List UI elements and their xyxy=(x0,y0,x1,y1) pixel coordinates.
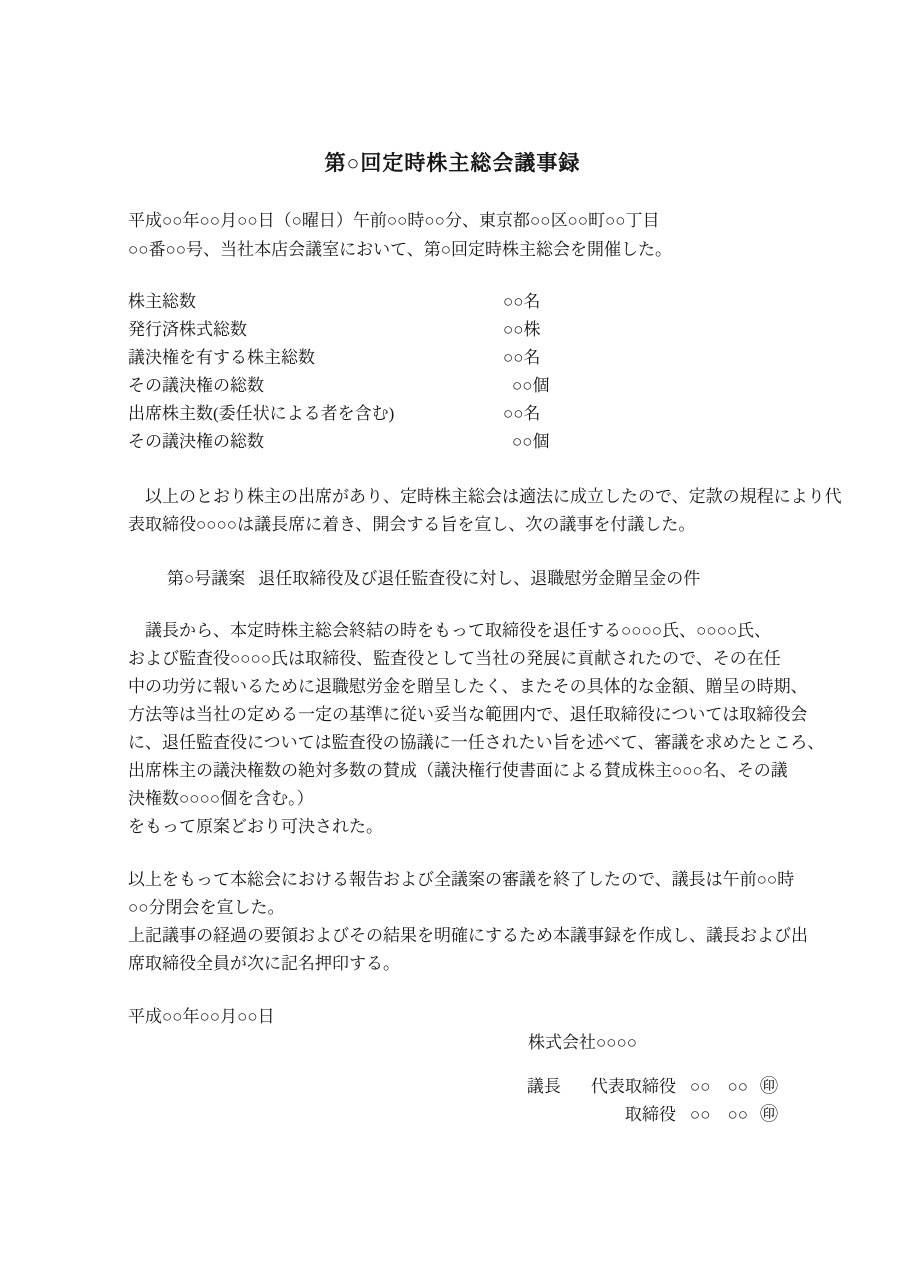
resolution-line: 決権数○○○○個を含む。） xyxy=(128,789,314,808)
company-name: 株式会社○○○○ xyxy=(528,1033,638,1052)
opening-line: 表取締役○○○○は議長席に着き、開会する旨を宣し、次の議事を付議した。 xyxy=(128,515,696,534)
signature-title: 代表取締役 xyxy=(590,1077,676,1096)
closing-line: 席取締役全員が次に記名押印する。 xyxy=(128,954,400,973)
attendance-row xyxy=(128,288,778,316)
attendance-value: ○○個 xyxy=(512,376,550,395)
attendance-value: ○○株 xyxy=(503,320,541,339)
attendance-row xyxy=(128,316,778,344)
attendance-value: ○○名 xyxy=(503,404,541,423)
signature-row-director xyxy=(625,1100,778,1129)
closing-section xyxy=(128,866,828,978)
resolution-paragraph xyxy=(128,617,828,841)
resolution-line: 中の功労に報いるために退職慰労金を贈呈したく、またその具体的な金額、贈呈の時期、 xyxy=(128,677,808,696)
closing-paragraph xyxy=(128,866,828,922)
signature-title: 取締役 xyxy=(624,1105,676,1124)
attendance-label: その議決権の総数 xyxy=(128,432,264,451)
attendance-value: ○○名 xyxy=(503,292,541,311)
agenda-title: 退任取締役及び退任監査役に対し、退職慰労金贈呈金の件 xyxy=(258,569,701,588)
attendance-label: 出席株主数(委任状による者を含む) xyxy=(128,404,395,423)
resolution-line: 出席株主の議決権数の絶対多数の賛成（議決権行使書面による賛成株主○○○名、その議 xyxy=(128,761,788,780)
resolution-line: 方法等は当社の定める一定の基準に従い妥当な範囲内で、退任取締役については取締役会 xyxy=(128,705,808,724)
signature-role: 議長 xyxy=(526,1077,561,1096)
intro-paragraph xyxy=(128,206,828,264)
closing-line: ○○分閉会を宣した。 xyxy=(128,898,285,917)
attendance-row xyxy=(128,400,778,428)
document-title: 第○回定時株主総会議事録 xyxy=(324,151,581,175)
attendance-row xyxy=(128,428,778,456)
agenda-number: 第○号議案 xyxy=(167,569,246,588)
closing-line: 上記議事の経過の要領およびその結果を明確にするため本議事録を作成し、議長および出 xyxy=(128,926,808,945)
opening-line: 以上のとおり株主の出席があり、定時株主総会は適法に成立したので、定款の規程により代 xyxy=(128,487,842,506)
agenda-heading xyxy=(167,565,700,593)
attendance-label: 発行済株式総数 xyxy=(128,320,247,339)
attendance-value: ○○個 xyxy=(512,432,550,451)
attendance-row xyxy=(128,372,778,400)
resolution-line: をもって原案どおり可決された。 xyxy=(128,817,383,836)
attendance-value: ○○名 xyxy=(503,348,541,367)
seal-icon: ㊞ xyxy=(760,1104,778,1124)
attendance-table xyxy=(128,288,778,456)
document-date: 平成○○年○○月○○日 xyxy=(128,1007,275,1026)
opening-paragraph xyxy=(128,483,842,539)
signature-row-chairman xyxy=(527,1072,778,1101)
resolution-line: に、退任監査役については監査役の協議に一任されたい旨を述べて、審議を求めたところ、 xyxy=(128,733,825,752)
resolution-line: および監査役○○○○氏は取締役、監査役として当社の発展に貢献されたので、その在任 xyxy=(128,649,781,668)
seal-icon: ㊞ xyxy=(760,1076,778,1096)
closing-paragraph xyxy=(128,922,828,978)
intro-line: 平成○○年○○月○○日（○曜日）午前○○時○○分、東京都○○区○○町○○丁目 xyxy=(128,211,660,230)
attendance-row xyxy=(128,344,778,372)
signature-name: ○○ ○○ xyxy=(689,1105,748,1124)
attendance-label: その議決権の総数 xyxy=(128,376,264,395)
resolution-line: 議長から、本定時株主総会終結の時をもって取締役を退任する○○○○氏、○○○○氏、 xyxy=(128,621,772,640)
closing-line: 以上をもって本総会における報告および全議案の審議を終了したので、議長は午前○○時 xyxy=(128,870,795,889)
attendance-label: 株主総数 xyxy=(128,292,196,311)
intro-line: ○○番○○号、当社本店会議室において、第○回定時株主総会を開催した。 xyxy=(128,240,672,259)
attendance-label: 議決権を有する株主総数 xyxy=(128,348,315,367)
signature-name: ○○ ○○ xyxy=(689,1077,748,1096)
